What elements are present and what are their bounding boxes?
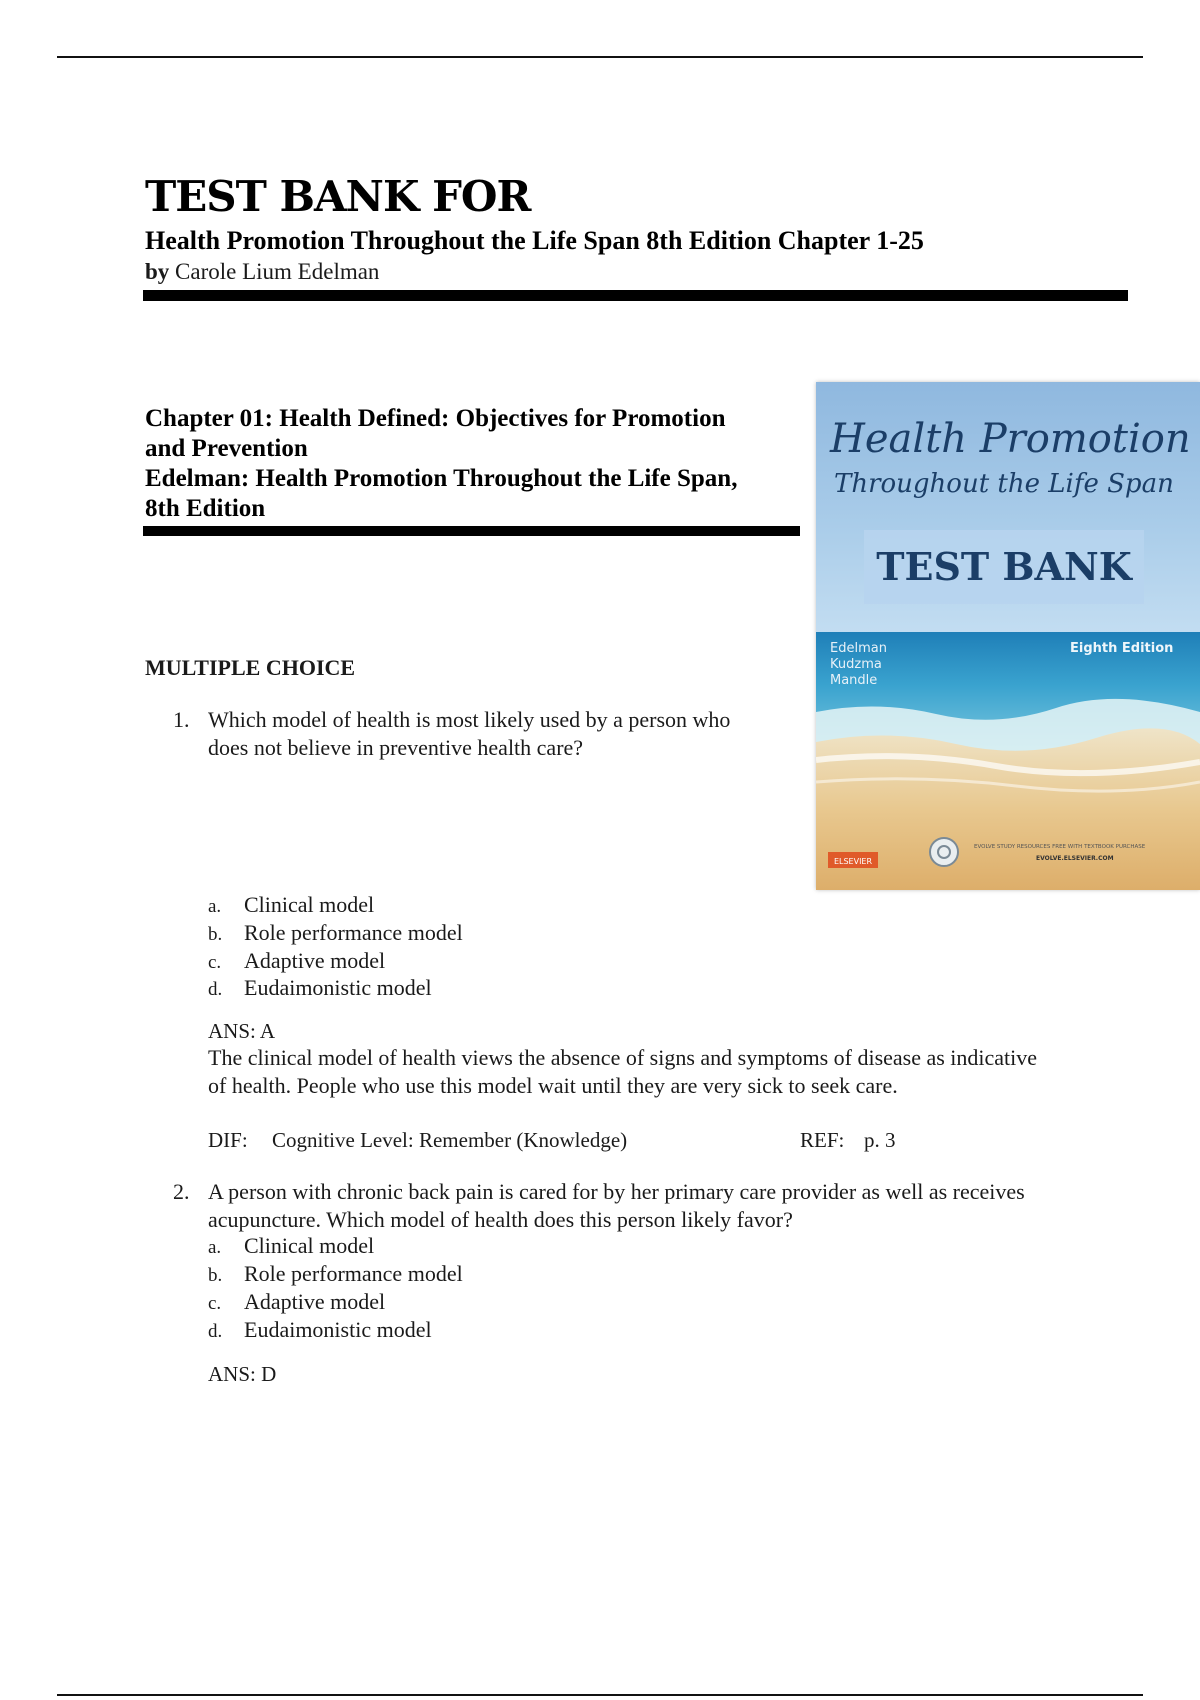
cover-badge: TEST BANK (876, 544, 1132, 589)
option-letter: c. (208, 952, 222, 973)
by-word: by (145, 259, 170, 284)
cover-author-3: Mandle (830, 673, 878, 688)
question-stem (208, 706, 730, 762)
cover-evolve-text: EVOLVE STUDY RESOURCES FREE WITH TEXTBOOK PURCHASE (974, 844, 1146, 850)
option-text: Role performance model (244, 920, 463, 945)
option-letter: a. (208, 896, 222, 917)
chapter-divider (143, 526, 800, 536)
ref-label: REF: (800, 1128, 845, 1152)
cover-title-1: Health Promotion (830, 416, 1191, 462)
option-text: Eudaimonistic model (244, 1317, 432, 1342)
option-d (208, 974, 432, 1004)
option-text: Clinical model (244, 892, 375, 917)
ref-value: p. 3 (864, 1128, 896, 1152)
section-label: MULTIPLE CHOICE (145, 655, 356, 680)
answer-key: ANS: A (208, 1019, 276, 1043)
option-b (208, 1260, 463, 1290)
chapter-line-1: Chapter 01: Health Defined: Objectives for Promotion (145, 405, 726, 432)
option-letter: b. (208, 1265, 223, 1286)
option-text: Adaptive model (244, 1289, 386, 1314)
stem-line: acupuncture. Which model of health does this person likely favor? (208, 1207, 793, 1232)
rationale-line: The clinical model of health views the absence of signs and symptoms of disease as indicative (208, 1045, 1038, 1070)
option-text: Role performance model (244, 1261, 463, 1286)
chapter-heading (145, 404, 795, 524)
byline (145, 259, 379, 285)
option-text: Clinical model (244, 1233, 375, 1258)
cover-author-2: Kudzma (830, 657, 882, 672)
cover-evolve-url: EVOLVE.ELSEVIER.COM (1036, 855, 1114, 862)
option-c (208, 947, 385, 977)
question-number: 1. (173, 707, 190, 732)
option-text: Eudaimonistic model (244, 975, 432, 1000)
question-number: 2. (173, 1179, 190, 1204)
cover-publisher: ELSEVIER (833, 857, 873, 866)
cover-title-2: Throughout the Life Span (834, 469, 1174, 499)
option-letter: d. (208, 979, 223, 1000)
answer-key: ANS: D (208, 1362, 277, 1386)
stem-line: A person with chronic back pain is cared for by her primary care provider as well as receives (208, 1179, 1025, 1204)
option-b (208, 919, 463, 949)
chapter-line-2: and Prevention (145, 435, 308, 462)
cover-evolve-logo (930, 838, 958, 866)
chapter-line-3: Edelman: Health Promotion Throughout the Life Span, (145, 465, 738, 492)
rationale (208, 1044, 1148, 1100)
option-letter: b. (208, 924, 223, 945)
header-divider (143, 290, 1128, 301)
book-title: Health Promotion Throughout the Life Span 8th Edition Chapter 1-25 (145, 226, 924, 255)
dif-label: DIF: (208, 1128, 248, 1152)
test-bank-heading: TEST BANK FOR (145, 172, 531, 221)
top-rule (57, 56, 1143, 58)
option-letter: c. (208, 1293, 222, 1314)
option-letter: a. (208, 1237, 222, 1258)
cover-edition: Eighth Edition (1070, 641, 1174, 656)
option-d (208, 1316, 432, 1346)
chapter-line-4: 8th Edition (145, 495, 266, 522)
dif-value: Cognitive Level: Remember (Knowledge) (272, 1128, 628, 1152)
bottom-rule (57, 1694, 1143, 1696)
option-c (208, 1288, 385, 1318)
option-a (208, 1232, 374, 1262)
author-name: Carole Lium Edelman (175, 259, 380, 284)
stem-line: Which model of health is most likely used by a person who (208, 707, 731, 732)
question-2 (173, 1178, 1133, 1234)
question-1 (173, 706, 813, 766)
question-stem (208, 1178, 1025, 1234)
option-letter: d. (208, 1321, 223, 1342)
option-text: Adaptive model (244, 948, 386, 973)
option-a (208, 891, 374, 921)
cover-author-1: Edelman (830, 641, 887, 656)
book-cover-image (816, 382, 1200, 890)
rationale-line: of health. People who use this model wait until they are very sick to seek care. (208, 1073, 898, 1098)
stem-line: does not believe in preventive health care? (208, 735, 584, 760)
